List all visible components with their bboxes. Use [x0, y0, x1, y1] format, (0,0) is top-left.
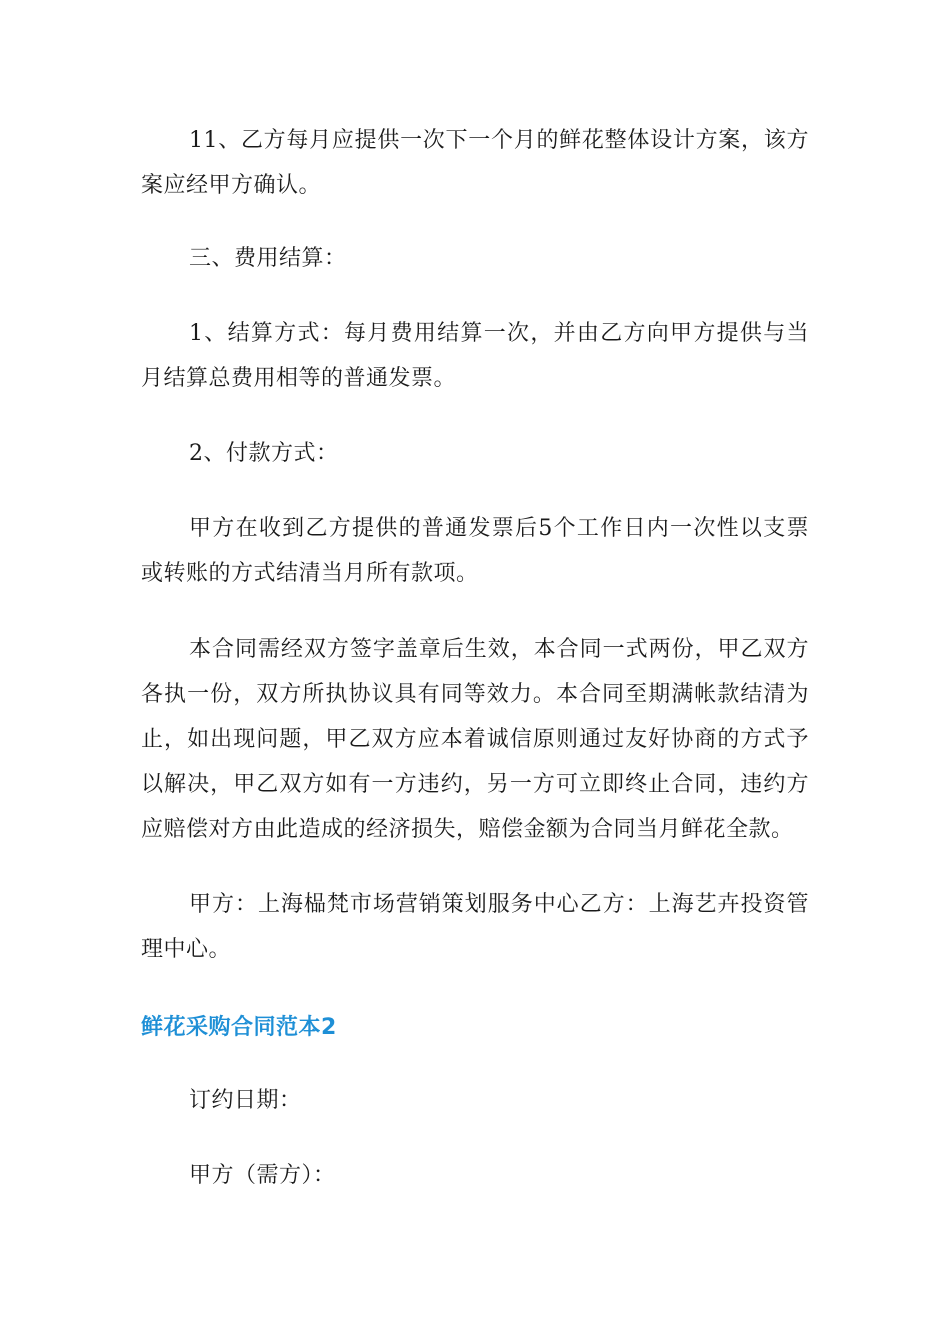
paragraph-parties: 甲方：上海榀梵市场营销策划服务中心乙方：上海艺卉投资管理中心。: [141, 892, 809, 962]
document-page: [141, 118, 809, 1198]
section-heading: 鲜花采购合同范本2: [141, 1015, 337, 1040]
paragraph-contract-date: 订约日期：: [189, 1088, 302, 1113]
paragraph-section-fee-settlement: 三、费用结算：: [189, 246, 347, 271]
paragraph-design-plan: 11、乙方每月应提供一次下一个月的鲜花整体设计方案，该方案应经甲方确认。: [141, 128, 809, 198]
paragraph-payment-method: 2、付款方式：: [189, 441, 339, 466]
paragraph-party-a-buyer: 甲方（需方）：: [189, 1163, 336, 1188]
paragraph-payment-terms: 甲方在收到乙方提供的普通发票后5个工作日内一次性以支票或转账的方式结清当月所有款项。: [141, 516, 809, 586]
paragraph-contract-effect: 本合同需经双方签字盖章后生效，本合同一式两份，甲乙双方各执一份，双方所执协议具有同等效力。本合同至期满帐款结清为止，如出现问题，甲乙双方应本着诚信原则通过友好协商的方式予以解决，甲乙双方如有一方违约，另一方可立即终止合同，违约方应赔偿对方由此造成的经济损失，赔偿金额为合同当月鲜花全款。: [141, 637, 809, 842]
paragraph-settlement-method: 1、结算方式：每月费用结算一次，并由乙方向甲方提供与当月结算总费用相等的普通发票。: [141, 321, 809, 391]
